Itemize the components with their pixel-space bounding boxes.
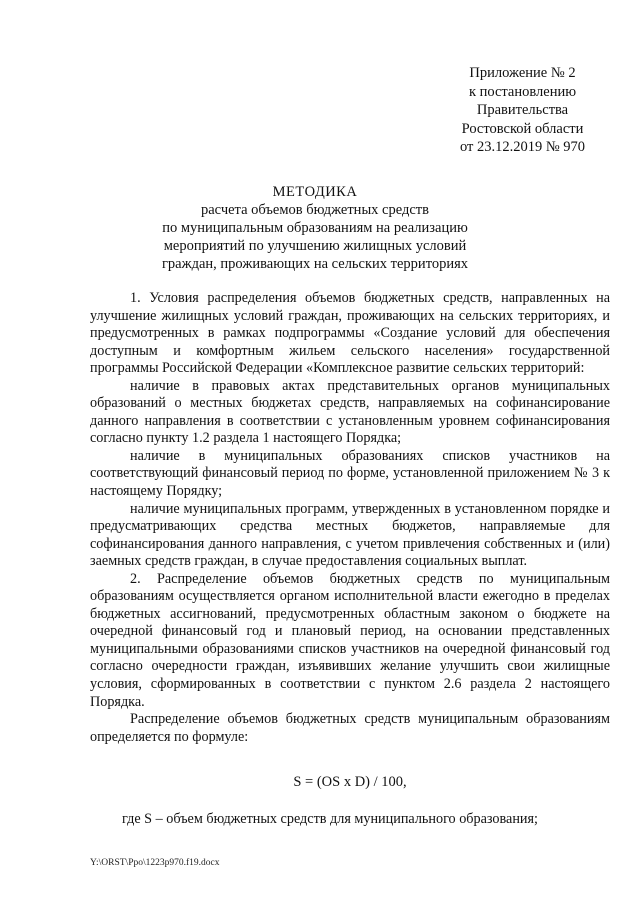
paragraph: 1. Условия распределения объемов бюджетных средств, направленных на улучшение жилищных условий граждан, проживающих на сельских территориях, и предусмотренных в рамках подпрограммы «Создание условий для обеспечения доступным и комфортным жильем сельского населения» государственной программы Российской Федерации «Комплексное развитие сельских территорий: [90, 290, 610, 377]
title-subline: расчета объемов бюджетных средств [201, 202, 429, 218]
formula: S = (OS x D) / 100, [293, 774, 407, 790]
paragraph: Распределение объемов бюджетных средств муниципальным образованиям определяется по формуле: [90, 711, 610, 745]
paragraph: наличие муниципальных программ, утвержденных в установленном порядке и предусматривающих средства местных бюджетов, направляемые для софинансирования данного направления, с учетом привлечения собственных и (или) заемных средств граждан, в случае предоставления социальных выплат. [90, 500, 610, 570]
title-subline: мероприятий по улучшению жилищных условий [163, 238, 467, 254]
document-body [90, 290, 610, 746]
appendix-line: к постановлению [468, 83, 577, 100]
appendix-line: от 23.12.2019 № 970 [459, 139, 586, 155]
title-subline: по муниципальным образованиям на реализацию [162, 220, 468, 236]
appendix-line: Ростовской области [461, 120, 584, 137]
appendix-line: Приложение № 2 [469, 65, 576, 81]
paragraph: 2. Распределение объемов бюджетных средств по муниципальным образованиям осуществляется органом исполнительной власти ежегодно в пределах бюджетных ассигнований, предусмотренных областным законом о бюджете на очередной финансовый год и плановый период, на основании представленных муниципальными образованиями списков участников на очередной финансовый год согласно очередности граждан, изъявивших желание улучшить свои жилищные условия, сформированных в соответствии с пунктом 2.6 раздела 2 настоящего Порядка. [90, 570, 610, 710]
title-subline: граждан, проживающих на сельских территориях [161, 256, 469, 272]
paragraph: наличие в муниципальных образованиях списков участников на соответствующий финансовый период по форме, установленной приложением № 3 к настоящему Порядку; [90, 447, 610, 500]
paragraph: наличие в правовых актах представительных органов муниципальных образований о местных бюджетах средств, направляемых на софинансирование данного направления в соответствии с установленным уровнем софинансирования согласно пункту 1.2 раздела 1 настоящего Порядка; [90, 377, 610, 447]
document-title [80, 183, 550, 273]
appendix-header [440, 64, 605, 157]
file-path-footer: Y:\ORST\Ppo\1223p970.f19.docx [90, 858, 220, 868]
title-main: МЕТОДИКА [272, 184, 358, 200]
formula-definition: где S – объем бюджетных средств для муниципального образования; [122, 811, 538, 827]
appendix-line: Правительства [476, 102, 569, 118]
